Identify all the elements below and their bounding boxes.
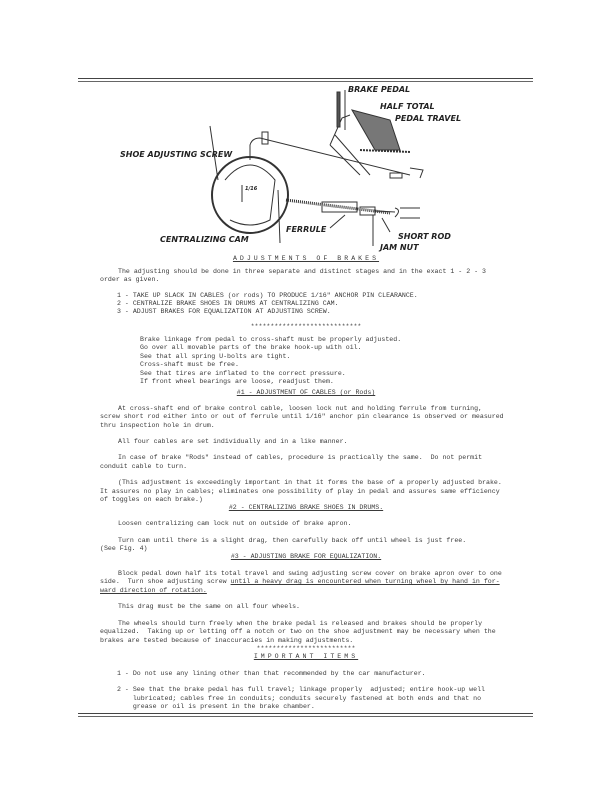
section1-heading: #1 - ADJUSTMENT OF CABLES (or Rods) [236,389,376,396]
section2-heading: #2 - CENTRALIZING BRAKE SHOES IN DRUMS. [228,504,384,511]
important-item: 1 - Do not use any lining other than that recommended by the car manufacturer. [117,670,426,677]
paragraph-line [100,578,500,586]
label-pedal-travel: PEDAL TRAVEL [395,114,462,123]
check-item: Brake linkage from pedal to cross-shaft must be properly adjusted. [140,336,402,343]
emphasized-text: until a heavy drag is encountered when turning wheel by hand in for- [230,578,500,585]
paragraph-line: thru inspection hole in drum. [100,422,215,429]
check-item: See that tires are inflated to the correct pressure. [140,370,346,377]
intro-line: The adjusting should be done in three separate and distinct stages and in the exact 1 - 2 - 3 [118,268,486,275]
paragraph-line: Turn cam until there is a slight drag, then carefully back off until wheel is just free. [118,537,467,544]
paragraph-line: brakes are tested because of inaccuracies in making adjustments. [100,637,354,644]
paragraph-line: All four cables are set individually and in a like manner. [118,438,348,445]
check-item: If front wheel bearings are loose, readjust them. [140,378,334,385]
paragraph-line: (This adjustment is exceedingly important in that it forms the base of a properly adjusted brake. [118,479,502,486]
paragraph-line: In case of brake "Rods" instead of cables, procedure is practically the same. Do not permit [118,454,483,461]
brake-shoe [225,165,275,225]
page-title: ADJUSTMENTS OF BRAKES [232,255,380,262]
label-half-total: HALF TOTAL [380,102,435,111]
stars-divider: ************************* [256,645,356,652]
bottom-rule [78,713,533,714]
label-short-rod: SHORT ROD [398,232,451,241]
label-centralizing-cam: CENTRALIZING CAM [160,235,249,244]
paragraph-line: (See Fig. 4) [100,545,148,552]
emphasized-text: ward direction of rotation. [100,587,207,594]
top-rule [78,78,533,79]
important-heading: IMPORTANT ITEMS [253,653,359,660]
important-item: 2 - See that the brake pedal has full travel; linkage properly adjusted; entire hook-up well [117,686,485,693]
label-ferrule: FERRULE [286,225,327,234]
brake-drum [212,157,288,233]
paragraph-line: At cross-shaft end of brake control cable, loosen lock nut and holding ferrule from turning, [118,405,483,412]
intro-line: order as given. [100,276,160,283]
paragraph-line: It assures no play in cables; eliminates one possibility of play in pedal and assures same efficiency [100,488,500,495]
label-jam-nut: JAM NUT [380,243,419,252]
step-item: 2 - CENTRALIZE BRAKE SHOES IN DRUMS AT CENTRALIZING CAM. [117,300,339,307]
bottom-rule-thin [78,716,533,717]
step-item: 1 - TAKE UP SLACK IN CABLES (or rods) TO PRODUCE 1/16" ANCHOR PIN CLEARANCE. [117,292,418,299]
paragraph-line: screw short rod either into or out of ferrule until 1/16" anchor pin clearance is observed or measured [100,413,504,420]
paragraph-text: side. Turn shoe adjusting screw [100,578,231,585]
paragraph-line: The wheels should turn freely when the brake pedal is released and brakes should be properly [118,620,483,627]
step-item: 3 - ADJUST BRAKES FOR EQUALIZATION AT ADJUSTING SCREW. [117,308,331,315]
paragraph-line: Loosen centralizing cam lock nut on outside of brake apron. [118,520,352,527]
paragraph-line: equalized. Taking up or letting off a notch or two on the shoe adjustment may be necessary when the [100,628,496,635]
label-brake-pedal: BRAKE PEDAL [348,85,411,94]
check-item: See that all spring U-bolts are tight. [140,353,291,360]
brake-diagram [90,80,530,254]
stars-divider: **************************** [250,323,362,330]
paragraph-line: conduit cable to turn. [100,463,188,470]
paragraph-line: Block pedal down half its total travel and swing adjusting screw cover on brake apron over to one [118,570,502,577]
paragraph-line: of toggles on each brake.) [100,496,203,503]
label-shoe-adjusting-screw: SHOE ADJUSTING SCREW [120,150,233,159]
section3-heading: #3 - ADJUSTING BRAKE FOR EQUALIZATION. [230,553,382,560]
pedal-travel-hatch [352,110,400,150]
check-item: Cross-shaft must be free. [140,361,239,368]
paragraph-line: This drag must be the same on all four wheels. [118,603,301,610]
label-clearance: 1/16 [245,186,258,192]
important-item: grease or oil is present in the brake chamber. [117,703,315,710]
check-item: Go over all movable parts of the brake hook-up with oil. [140,344,362,351]
important-item: lubricated; cables free in conduits; conduits securely fastened at both ends and that no [117,695,482,702]
